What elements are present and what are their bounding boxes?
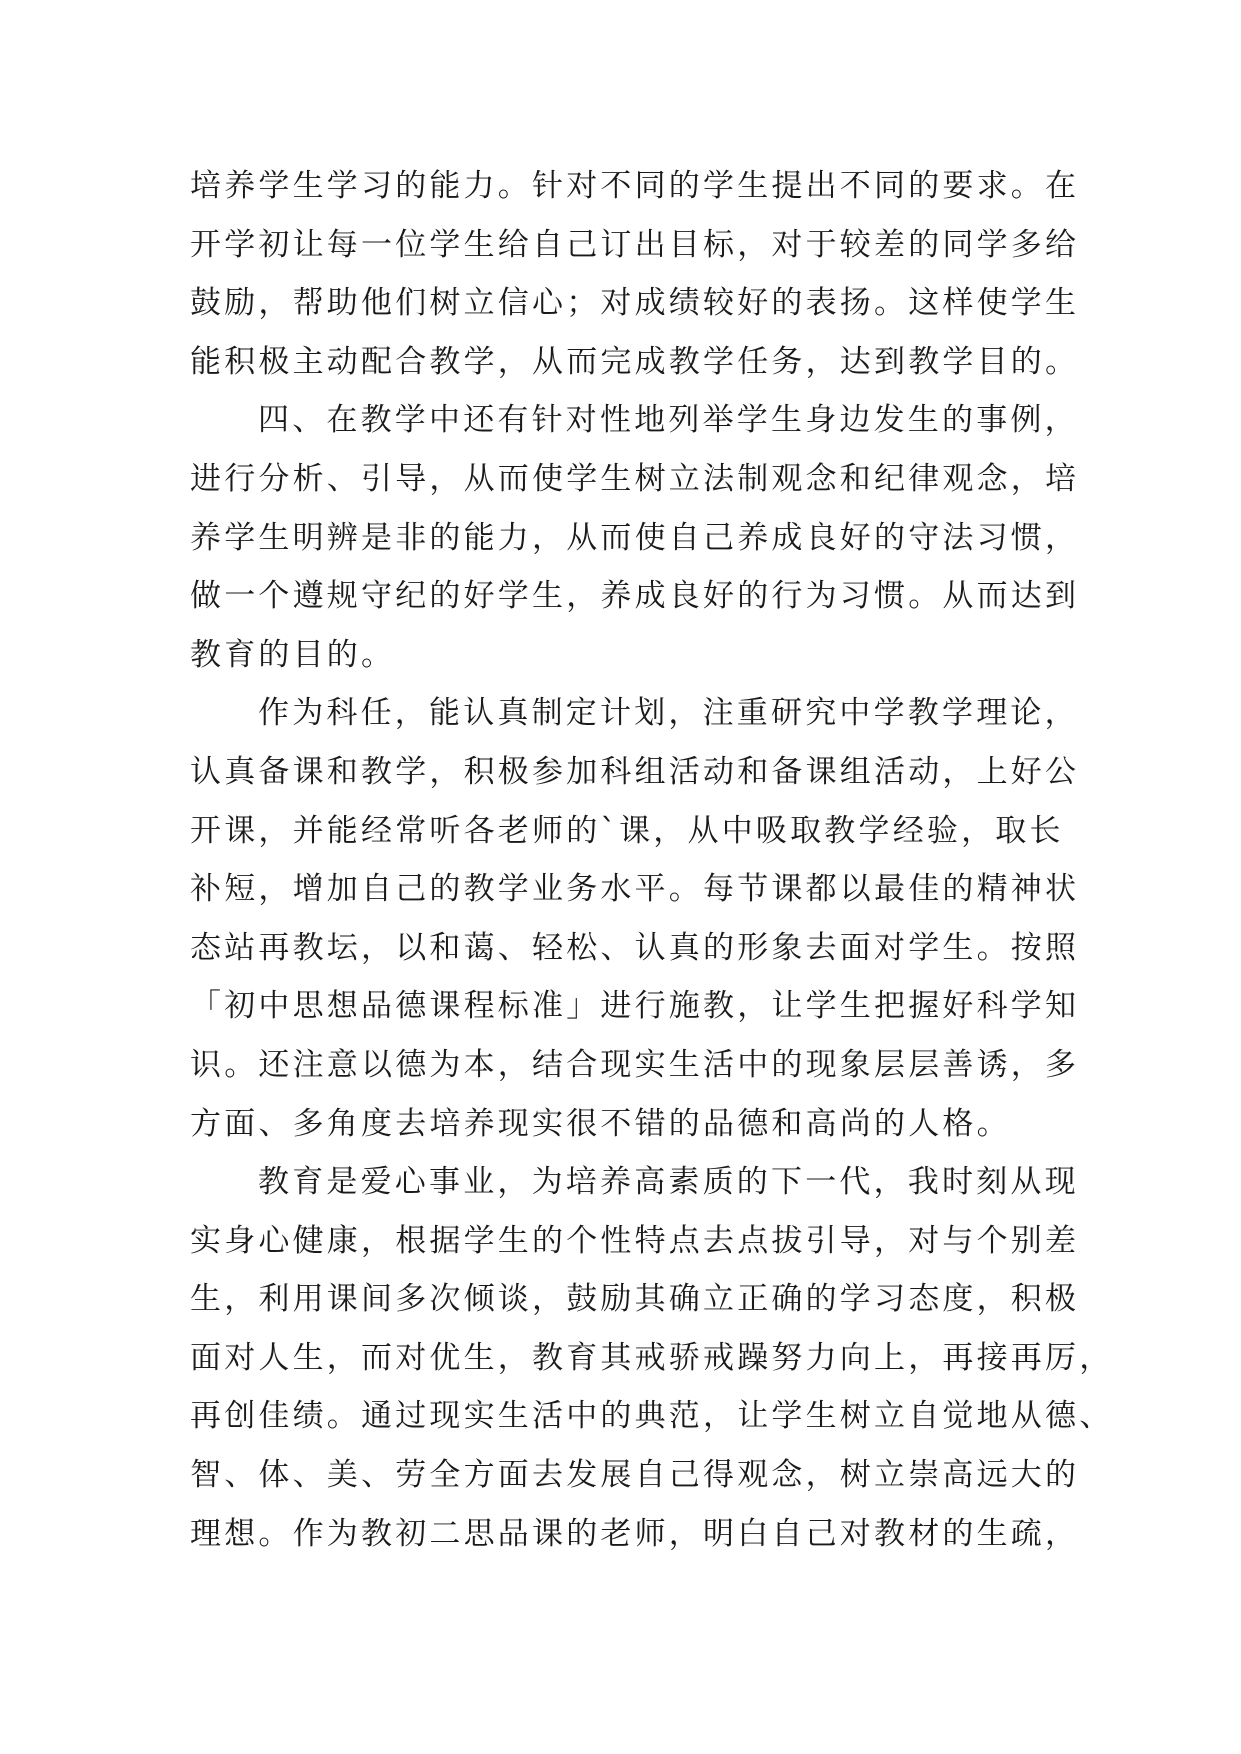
text-line: 开学初让每一位学生给自己订出目标，对于较差的同学多给 bbox=[190, 226, 1080, 263]
paragraph-first-line: 作为科任，能认真制定计划，注重研究中学教学理论， bbox=[258, 695, 1079, 732]
text-line: 养学生明辨是非的能力，从而使自己养成良好的守法习惯， bbox=[190, 519, 1080, 556]
text-line: 进行分析、引导，从而使学生树立法制观念和纪律观念，培 bbox=[190, 460, 1080, 497]
text-line: 做一个遵规守纪的好学生，养成良好的行为习惯。从而达到 bbox=[190, 578, 1080, 615]
text-line: 方面、多角度去培养现实很不错的品德和高尚的人格。 bbox=[190, 1105, 1011, 1142]
text-line: 智、体、美、劳全方面去发展自己得观念，树立崇高远大的 bbox=[190, 1457, 1080, 1494]
text-line: 「初中思想品德课程标准」进行施教，让学生把握好科学知 bbox=[190, 988, 1080, 1025]
text-line: 补短，增加自己的教学业务水平。每节课都以最佳的精神状 bbox=[190, 871, 1080, 908]
paragraph-first-line: 四、在教学中还有针对性地列举学生身边发生的事例， bbox=[258, 402, 1079, 439]
text-line: 鼓励，帮助他们树立信心；对成绩较好的表扬。这样使学生 bbox=[190, 285, 1080, 322]
text-line: 培养学生学习的能力。针对不同的学生提出不同的要求。在 bbox=[190, 168, 1080, 204]
paragraph-first-line: 教育是爱心事业，为培养高素质的下一代，我时刻从现 bbox=[258, 1164, 1079, 1201]
text-line: 能积极主动配合教学，从而完成教学任务，达到教学目的。 bbox=[190, 343, 1080, 380]
text-line: 态站再教坛，以和蔼、轻松、认真的形象去面对学生。按照 bbox=[190, 929, 1080, 966]
text-line: 再创佳绩。通过现实生活中的典范，让学生树立自觉地从德、 bbox=[190, 1398, 1114, 1435]
text-line: 识。还注意以德为本，结合现实生活中的现象层层善诱，多 bbox=[190, 1046, 1080, 1083]
text-line: 认真备课和教学，积极参加科组活动和备课组活动，上好公 bbox=[190, 753, 1080, 790]
text-line: 理想。作为教初二思品课的老师，明白自己对教材的生疏， bbox=[190, 1515, 1080, 1552]
text-line: 面对人生，而对优生，教育其戒骄戒躁努力向上，再接再厉， bbox=[190, 1339, 1114, 1376]
document-body bbox=[190, 157, 1114, 1563]
text-line: 实身心健康，根据学生的个性特点去点拔引导，对与个别差 bbox=[190, 1222, 1080, 1259]
text-line: 教育的目的。 bbox=[190, 636, 396, 673]
text-line: 生，利用课间多次倾谈，鼓励其确立正确的学习态度，积极 bbox=[190, 1281, 1080, 1318]
text-line: 开课，并能经常听各老师的`课，从中吸取教学经验，取长 bbox=[190, 812, 1064, 849]
